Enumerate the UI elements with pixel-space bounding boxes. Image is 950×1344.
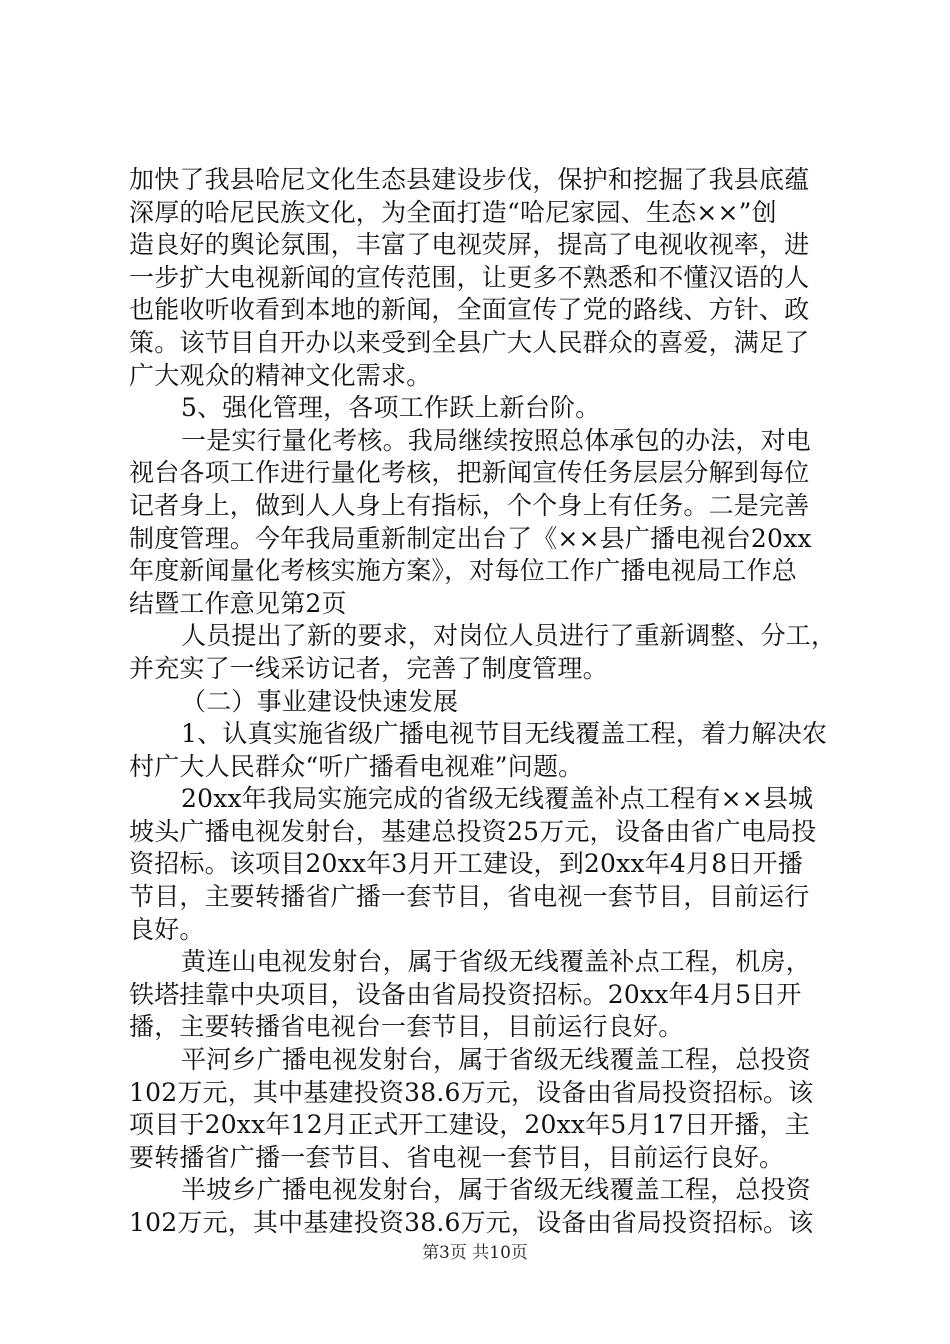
text-line: 视台各项工作进行量化考核，把新闻宣传任务层层分解到每位 xyxy=(129,458,810,488)
text-line: 结暨工作意见第2页 xyxy=(129,588,347,618)
text-line: 项目于20xx年12月正式开工建设，20xx年5月17日开播，主 xyxy=(129,1110,810,1140)
text-line: 深厚的哈尼民族文化，为全面打造“哈尼家园、生态××”创 xyxy=(129,197,777,227)
text-line: 良好。 xyxy=(129,914,205,944)
text-line: 102万元，其中基建投资38.6万元，设备由省局投资招标。该 xyxy=(129,1208,814,1237)
text-line: 策。该节目自开办以来受到全县广大人民群众的喜爱，满足了 xyxy=(129,327,810,357)
text-line: 加快了我县哈尼文化生态县建设步伐，保护和挖掘了我县底蕴 xyxy=(129,165,810,194)
text-line: 5、强化管理，各项工作跃上新台阶。 xyxy=(181,393,601,423)
text-line: 节目，主要转播省广播一套节目，省电视一套节目，目前运行 xyxy=(129,882,810,912)
document-body xyxy=(129,164,839,1240)
page-footer: 第3页 共10页 xyxy=(422,1243,528,1263)
text-line: 并充实了一线采访记者，完善了制度管理。 xyxy=(129,653,608,683)
text-line: 人员提出了新的要求，对岗位人员进行了重新调整、分工， xyxy=(181,621,837,651)
text-line: 造良好的舆论氛围，丰富了电视荧屏，提高了电视收视率，进 xyxy=(129,230,810,260)
text-line: （二）事业建设快速发展 xyxy=(181,686,459,716)
text-line: 黄连山电视发射台，属于省级无线覆盖补点工程，机房， xyxy=(181,947,812,977)
text-line: 村广大人民群众“听广播看电视难”问题。 xyxy=(129,751,584,781)
text-line: 广大观众的精神文化需求。 xyxy=(129,360,432,390)
text-line: 1、认真实施省级广播电视节目无线覆盖工程，着力解决农 xyxy=(181,719,828,749)
text-line: 制度管理。今年我局重新制定出台了《××县广播电视台20xx xyxy=(129,523,812,553)
text-line: 坡头广播电视发射台，基建总投资25万元，设备由省广电局投 xyxy=(129,816,817,846)
text-line: 一是实行量化考核。我局继续按照总体承包的办法，对电 xyxy=(181,425,812,455)
text-line: 资招标。该项目20xx年3月开工建设，到20xx年4月8日开播 xyxy=(129,849,803,879)
text-line: 半坡乡广播电视发射台，属于省级无线覆盖工程，总投资 xyxy=(181,1175,812,1205)
text-line: 记者身上，做到人人身上有指标，个个身上有任务。二是完善 xyxy=(129,490,810,520)
text-line: 年度新闻量化考核实施方案》，对每位工作广播电视局工作总 xyxy=(129,556,797,586)
text-line: 20xx年我局实施完成的省级无线覆盖补点工程有××县城 xyxy=(181,784,814,814)
text-line: 一步扩大电视新闻的宣传范围，让更多不熟悉和不懂汉语的人 xyxy=(129,262,810,292)
text-line: 也能收听收看到本地的新闻，全面宣传了党的路线、方针、政 xyxy=(129,295,810,325)
text-line: 102万元，其中基建投资38.6万元，设备由省局投资招标。该 xyxy=(129,1077,814,1107)
text-line: 播，主要转播省电视台一套节目，目前运行良好。 xyxy=(129,1012,684,1042)
text-line: 要转播省广播一套节目、省电视一套节目，目前运行良好。 xyxy=(129,1142,785,1172)
text-line: 平河乡广播电视发射台，属于省级无线覆盖工程，总投资 xyxy=(181,1045,812,1075)
text-line: 铁塔挂靠中央项目，设备由省局投资招标。20xx年4月5日开 xyxy=(129,979,802,1009)
